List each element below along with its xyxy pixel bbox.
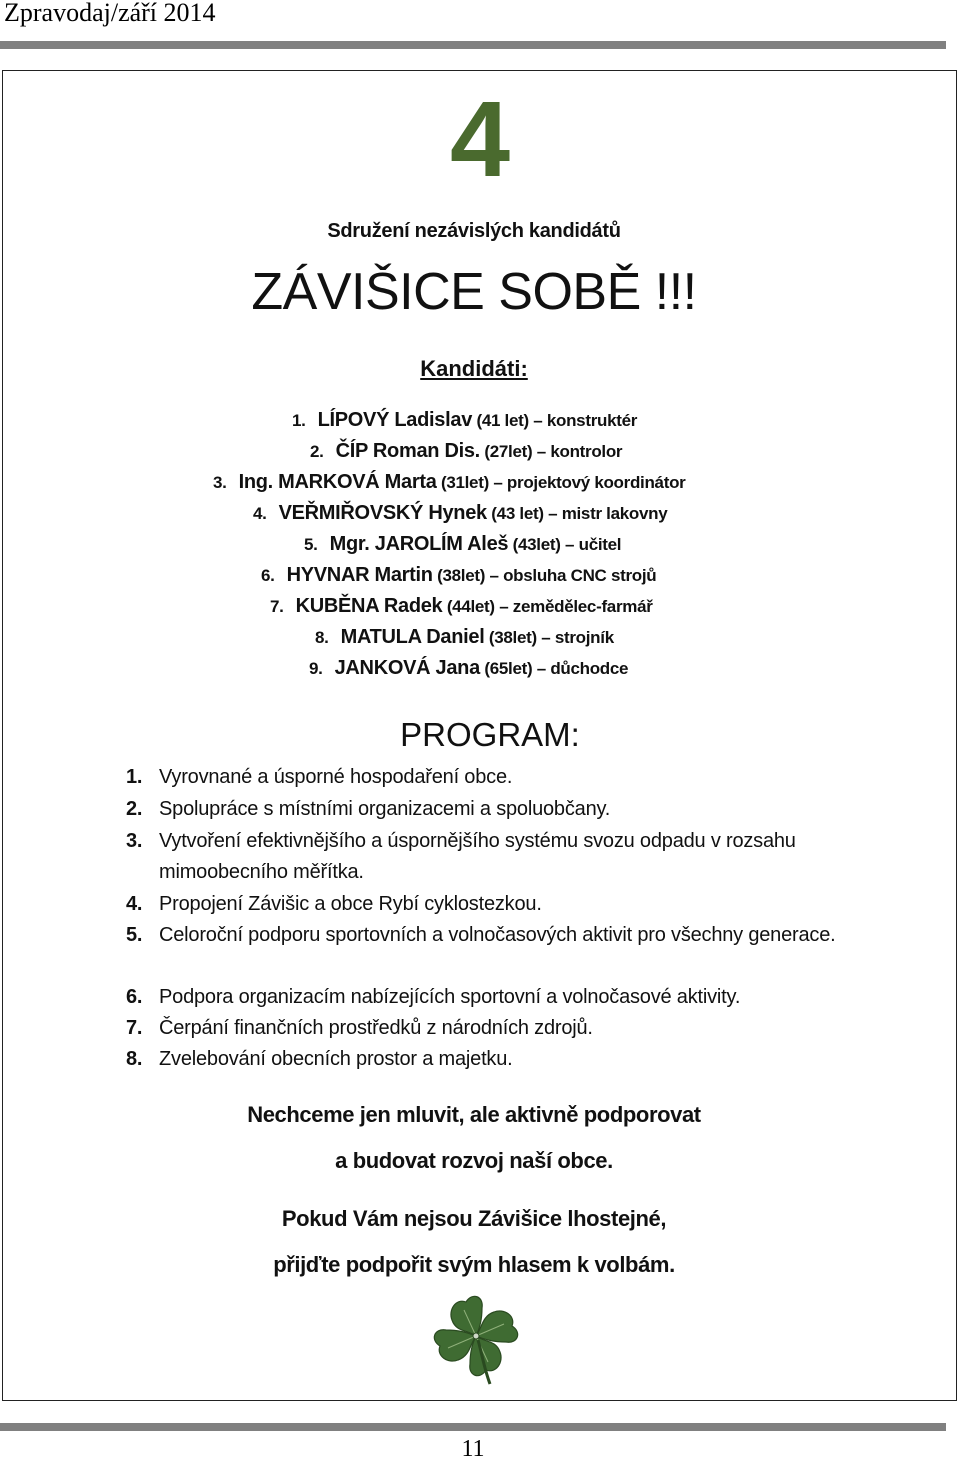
program-item xyxy=(126,1013,886,1044)
candidate-number: 7. xyxy=(270,597,284,616)
candidate-name: HYVNAR Martin xyxy=(286,564,433,586)
candidate-item xyxy=(261,563,656,588)
program-item xyxy=(126,794,886,825)
program-item-number: 4. xyxy=(126,893,143,915)
program-item-number: 3. xyxy=(126,830,143,852)
page-number: 11 xyxy=(461,1436,485,1462)
candidate-item xyxy=(315,625,614,650)
candidate-detail: (65let) – důchodce xyxy=(479,659,629,678)
candidate-name: LÍPOVÝ Ladislav xyxy=(317,409,473,431)
candidate-item xyxy=(310,439,622,464)
candidate-name: MATULA Daniel xyxy=(340,626,485,648)
poster-subtitle: Sdružení nezávislých kandidátů xyxy=(327,220,621,242)
candidate-name: Mgr. JAROLÍM Aleš xyxy=(329,533,509,555)
ballot-number: 4 xyxy=(449,78,511,199)
candidate-name: VEŘMIŘOVSKÝ Hynek xyxy=(278,502,487,524)
program-item-text: Propojení Závišic a obce Rybí cyklostezkou. xyxy=(159,893,542,915)
program-item-number: 5. xyxy=(126,924,143,946)
program-item-text: Celoroční podporu sportovních a volnočasových aktivit pro všechny generace. xyxy=(159,924,836,946)
candidate-item xyxy=(309,656,628,681)
candidate-item xyxy=(270,594,653,619)
candidate-detail: (31let) – projektový koordinátor xyxy=(436,473,686,492)
candidate-number: 1. xyxy=(292,411,306,430)
candidate-name: ČÍP Roman Dis. xyxy=(335,440,480,462)
candidate-detail: (38let) – strojník xyxy=(484,628,614,647)
candidate-number: 4. xyxy=(253,504,267,523)
program-item-text: Vyrovnané a úsporné hospodaření obce. xyxy=(159,766,513,788)
candidate-number: 8. xyxy=(315,628,329,647)
newsletter-header-title: Zpravodaj/září 2014 xyxy=(4,0,216,27)
four-leaf-clover-icon xyxy=(430,1290,522,1386)
program-item xyxy=(126,982,886,1013)
candidate-item xyxy=(292,408,637,433)
program-item xyxy=(126,1044,886,1075)
program-item-number: 1. xyxy=(126,766,143,788)
candidate-item xyxy=(253,501,667,526)
candidate-name: KUBĚNA Radek xyxy=(295,595,443,617)
program-item-number: 8. xyxy=(126,1048,143,1070)
header-rule xyxy=(0,41,946,49)
slogan-line: Pokud Vám nejsou Závišice lhostejné, xyxy=(281,1206,667,1231)
program-item-number: 6. xyxy=(126,986,143,1008)
candidate-number: 3. xyxy=(213,473,227,492)
candidate-name: Ing. MARKOVÁ Marta xyxy=(238,471,437,493)
candidate-detail: (27let) – kontrolor xyxy=(479,442,623,461)
candidate-detail: (44let) – zemědělec-farmář xyxy=(442,597,653,616)
candidate-name: JANKOVÁ Jana xyxy=(334,657,480,679)
program-item-number: 7. xyxy=(126,1017,143,1039)
program-heading: PROGRAM: xyxy=(400,716,580,753)
candidate-number: 6. xyxy=(261,566,275,585)
candidate-detail: (41 let) – konstruktér xyxy=(472,411,638,430)
candidate-detail: (43let) – učitel xyxy=(508,535,622,554)
program-item-text: Čerpání finančních prostředků z národních zdrojů. xyxy=(159,1017,593,1039)
program-item-text: Zvelebování obecních prostor a majetku. xyxy=(159,1048,513,1070)
candidate-detail: (38let) – obsluha CNC strojů xyxy=(432,566,657,585)
poster-title: ZÁVIŠICE SOBĚ !!! xyxy=(251,263,697,321)
candidate-number: 9. xyxy=(309,659,323,678)
candidate-item xyxy=(304,532,621,557)
program-item-text: Spolupráce s místními organizacemi a spoluobčany. xyxy=(159,798,611,820)
candidate-number: 2. xyxy=(310,442,324,461)
candidate-item xyxy=(213,470,685,495)
slogan-line: a budovat rozvoj naší obce. xyxy=(335,1148,613,1173)
candidates-heading: Kandidáti: xyxy=(420,356,528,381)
candidate-number: 5. xyxy=(304,535,318,554)
slogan-line: přijďte podpořit svým hlasem k volbám. xyxy=(273,1252,675,1277)
program-item-text: Podpora organizacím nabízejících sportovní a volnočasové aktivity. xyxy=(159,986,741,1008)
program-item-text: Vytvoření efektivnějšího a úspornějšího systému svozu odpadu v rozsahu mimoobecního měřítka. xyxy=(159,830,796,883)
program-item xyxy=(126,920,866,951)
program-item-number: 2. xyxy=(126,798,143,820)
candidate-detail: (43 let) – mistr lakovny xyxy=(486,504,668,523)
slogan-line: Nechceme jen mluvit, ale aktivně podporovat xyxy=(247,1102,701,1127)
program-item xyxy=(126,826,826,888)
program-item xyxy=(126,889,886,920)
footer-rule xyxy=(0,1423,946,1431)
program-item xyxy=(126,762,886,793)
